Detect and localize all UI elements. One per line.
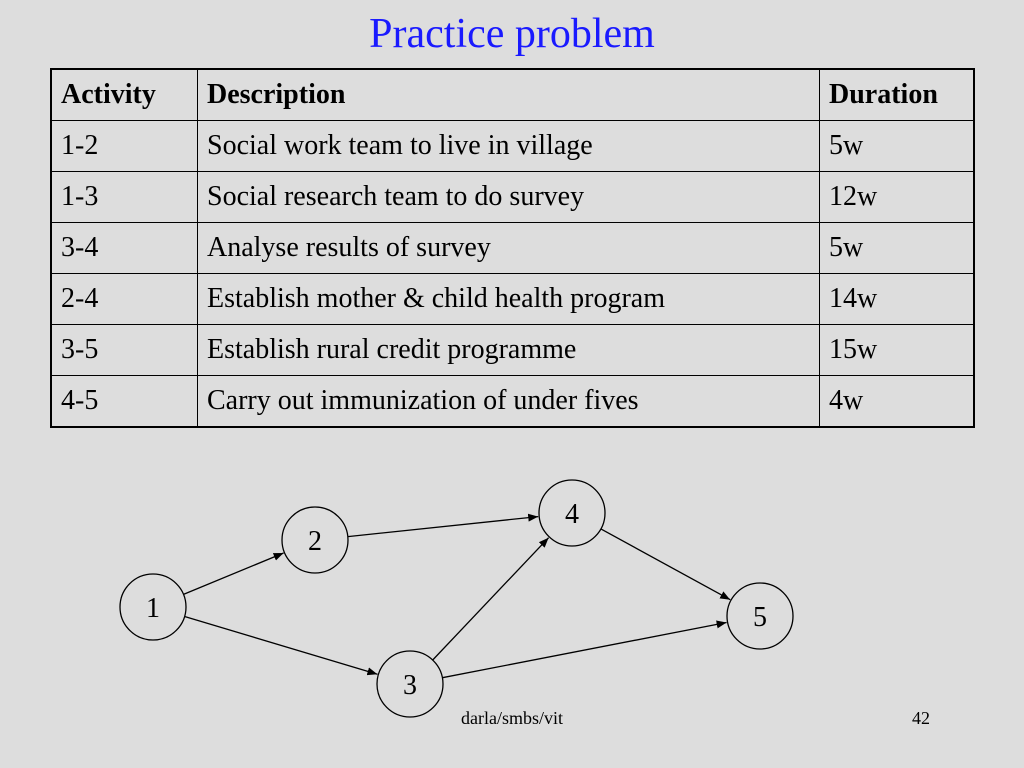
cell-duration: 15w <box>820 325 975 376</box>
node-1 <box>120 574 186 640</box>
cell-activity: 1-2 <box>51 121 198 172</box>
node-label: 2 <box>308 526 322 557</box>
edge-3-4 <box>433 538 549 660</box>
cell-duration: 12w <box>820 172 975 223</box>
edge-2-4 <box>348 517 538 537</box>
header-description: Description <box>198 69 820 121</box>
edge-1-2 <box>184 553 284 594</box>
cell-description: Establish mother & child health program <box>198 274 820 325</box>
node-4 <box>539 480 605 546</box>
edge-3-5 <box>442 623 726 678</box>
slide-footer: darla/smbs/vit <box>461 708 563 728</box>
cell-activity: 3-4 <box>51 223 198 274</box>
cell-duration: 14w <box>820 274 975 325</box>
edge-4-5 <box>601 529 730 600</box>
node-label: 4 <box>565 499 579 530</box>
header-activity: Activity <box>51 69 198 121</box>
cell-activity: 3-5 <box>51 325 198 376</box>
cell-description: Social research team to do survey <box>198 172 820 223</box>
cell-duration: 4w <box>820 376 975 428</box>
edge-1-3 <box>185 617 378 675</box>
cell-duration: 5w <box>820 223 975 274</box>
node-5 <box>727 583 793 649</box>
slide-title: Practice problem <box>369 11 655 57</box>
cell-description: Analyse results of survey <box>198 223 820 274</box>
node-label: 1 <box>146 593 160 624</box>
node-2 <box>282 507 348 573</box>
page-number: 42 <box>912 708 930 728</box>
cell-activity: 1-3 <box>51 172 198 223</box>
network-edges <box>184 517 731 678</box>
node-label: 5 <box>753 602 767 633</box>
cell-activity: 4-5 <box>51 376 198 428</box>
cell-description: Carry out immunization of under fives <box>198 376 820 428</box>
header-duration: Duration <box>820 69 975 121</box>
cell-activity: 2-4 <box>51 274 198 325</box>
network-nodes <box>120 480 793 717</box>
cell-duration: 5w <box>820 121 975 172</box>
cell-description: Social work team to live in village <box>198 121 820 172</box>
node-label: 3 <box>403 670 417 701</box>
cell-description: Establish rural credit programme <box>198 325 820 376</box>
